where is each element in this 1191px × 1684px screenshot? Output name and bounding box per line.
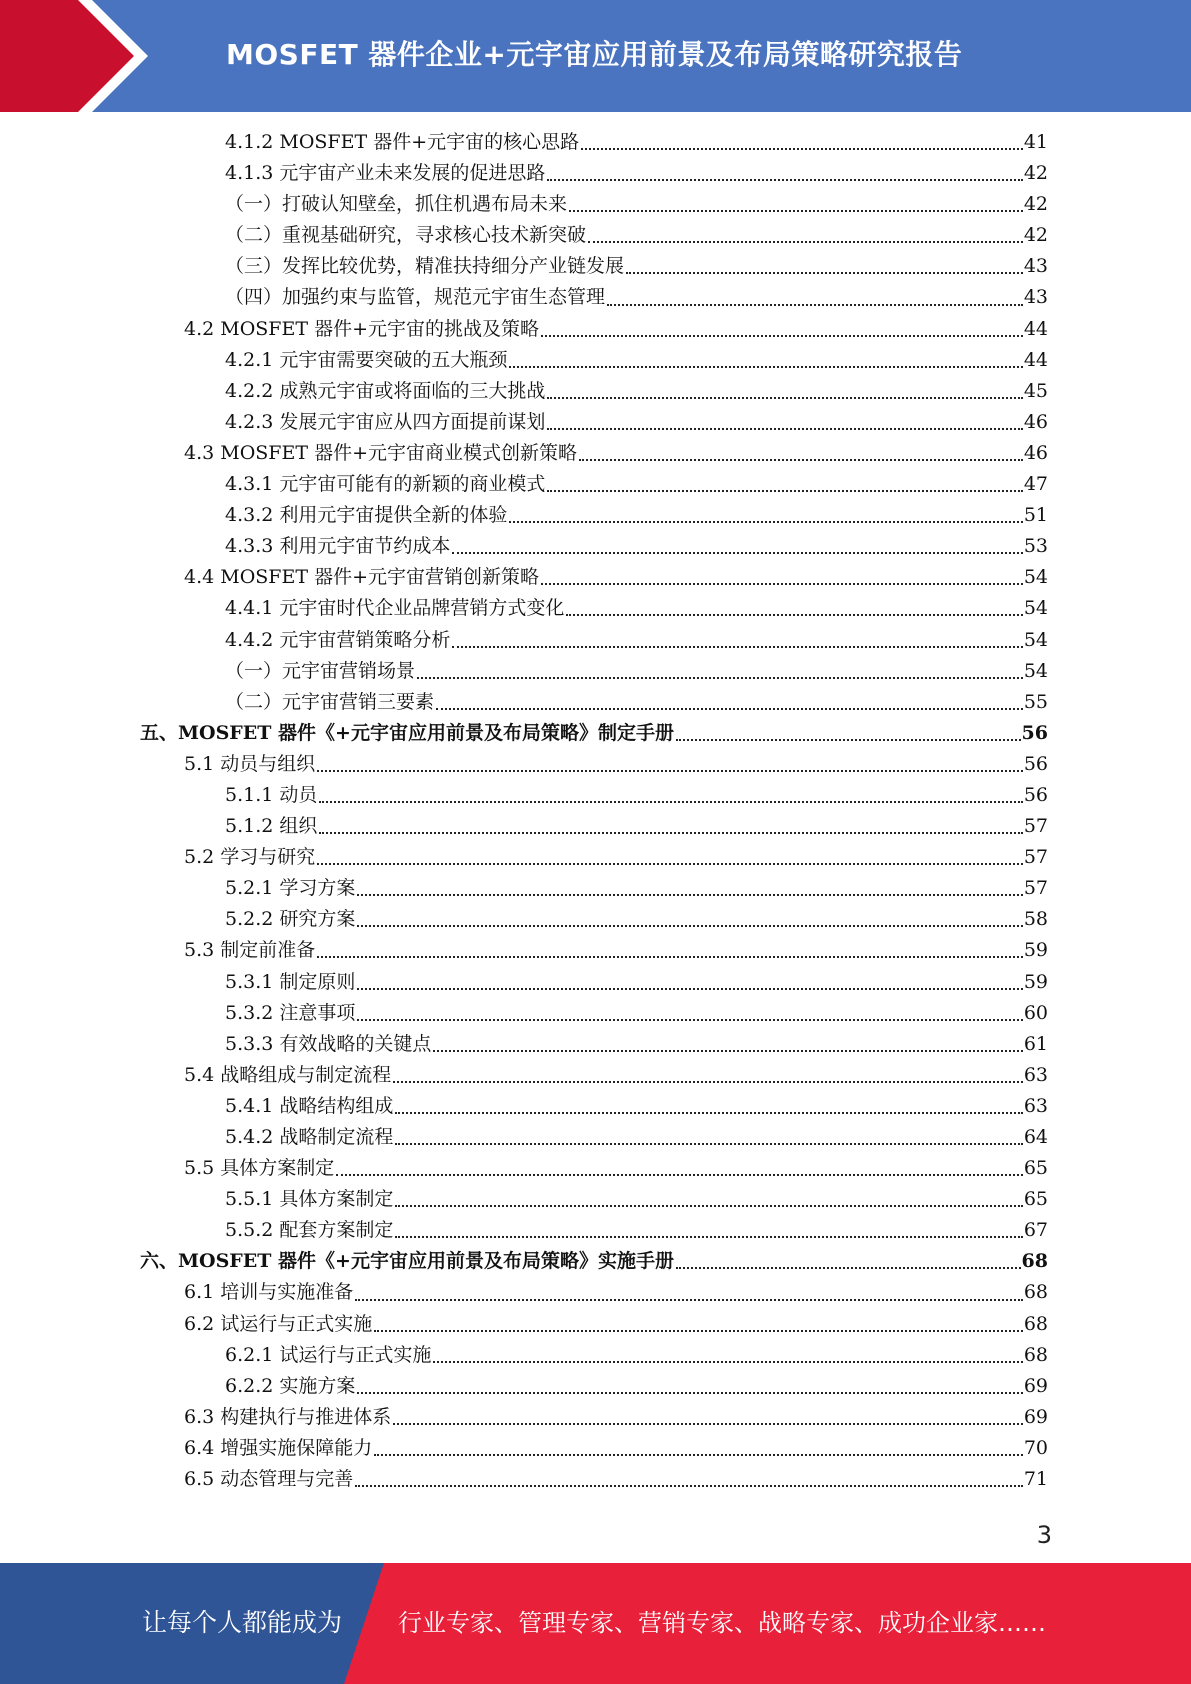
footer-slogan: 让每个人都能成为 [142,1608,343,1637]
toc-entry[interactable] [0,220,1048,251]
toc-entry-page: 64 [1023,1126,1048,1148]
toc-entry-page: 45 [1023,379,1048,402]
toc-dot-leader [581,147,1023,150]
toc-entry[interactable] [0,1153,1048,1184]
toc-entry-page: 58 [1023,908,1048,931]
toc-dot-leader [357,1018,1022,1021]
toc-entry-title: 6.2 试运行与正式实施 [184,1312,373,1335]
toc-entry[interactable] [0,376,1048,407]
toc-dot-leader [579,458,1023,461]
toc-entry-title: 4.1.2 MOSFET 器件+元宇宙的核心思路 [225,131,580,153]
toc-entry[interactable] [0,282,1048,313]
toc-entry-page: 54 [1023,597,1048,620]
toc-entry-title: 4.3 MOSFET 器件+元宇宙商业模式创新策略 [184,441,577,464]
toc-entry-page: 61 [1023,1032,1048,1055]
toc-dot-leader [417,676,1023,679]
toc-entry-page: 67 [1023,1219,1048,1242]
toc-entry-page: 54 [1023,566,1048,589]
toc-entry-page: 43 [1023,255,1048,278]
toc-entry-title: 4.3.3 利用元宇宙节约成本 [225,535,451,558]
toc-entry-title: 6.3 构建执行与推进体系 [184,1405,392,1428]
toc-entry-title: 5.2.2 研究方案 [225,908,356,931]
toc-dot-leader [509,365,1022,368]
toc-entry-title: （四）加强约束与监管，规范元宇宙生态管理 [225,286,606,309]
toc-entry[interactable] [0,469,1048,500]
toc-entry-page: 57 [1023,815,1048,838]
toc-dot-leader [374,1329,1023,1332]
toc-entry-page: 44 [1023,348,1048,371]
toc-entry[interactable] [0,625,1048,656]
toc-entry[interactable] [0,127,1048,158]
toc-entry-title: 六、MOSFET 器件《+元宇宙应用前景及布局策略》实施手册 [140,1250,674,1273]
toc-entry-title: 五、MOSFET 器件《+元宇宙应用前景及布局策略》制定手册 [140,721,674,744]
toc-entry-page: 42 [1023,224,1048,247]
page-number: 3 [1036,1521,1052,1549]
toc-dot-leader [541,334,1023,337]
header-banner [0,0,1191,112]
toc-entry-page: 70 [1023,1436,1048,1459]
toc-entry[interactable] [0,1277,1048,1308]
toc-entry-title: 4.3.1 元宇宙可能有的新颖的商业模式 [225,473,546,496]
toc-entry-page: 46 [1023,441,1048,464]
toc-dot-leader [336,1173,1023,1176]
toc-entry-title: 6.5 动态管理与完善 [184,1468,354,1491]
toc-dot-leader [547,489,1022,492]
toc-entry-page: 60 [1023,1001,1048,1024]
toc-entry[interactable] [0,593,1048,624]
toc-entry-title: 4.2.2 成熟元宇宙或将面临的三大挑战 [225,379,546,402]
toc-entry-page: 44 [1023,317,1048,340]
toc-dot-leader [452,551,1022,554]
toc-entry[interactable] [0,873,1048,904]
toc-entry[interactable] [0,500,1048,531]
toc-dot-leader [395,1235,1022,1238]
toc-entry[interactable] [0,189,1048,220]
toc-entry[interactable] [0,1091,1048,1122]
toc-entry-title: 5.4.2 战略制定流程 [225,1126,394,1148]
toc-entry[interactable] [0,531,1048,562]
header-arrow-decoration [0,0,160,112]
toc-entry[interactable] [0,1340,1048,1371]
toc-dot-leader [547,427,1022,430]
table-of-contents [0,127,1191,1495]
toc-dot-leader [395,1142,1022,1145]
toc-entry-page: 69 [1023,1405,1048,1428]
toc-entry-title: （一）元宇宙营销场景 [225,659,416,682]
toc-entry[interactable] [0,1060,1048,1091]
toc-entry[interactable] [0,438,1048,469]
toc-entry[interactable] [0,1371,1048,1402]
toc-entry-title: 5.2.1 学习方案 [225,877,356,900]
toc-dot-leader [374,1453,1023,1456]
toc-entry-page: 59 [1023,970,1048,993]
toc-dot-leader [395,1204,1022,1207]
toc-dot-leader [566,613,1022,616]
toc-entry-title: 4.4.1 元宇宙时代企业品牌营销方式变化 [225,597,565,620]
toc-entry-page: 43 [1023,286,1048,309]
toc-entry[interactable] [0,687,1048,718]
toc-entry-title: 5.2 学习与研究 [184,846,316,869]
toc-dot-leader [569,209,1023,212]
toc-entry[interactable] [0,407,1048,438]
toc-entry[interactable] [0,1215,1048,1246]
toc-entry-page: 41 [1023,131,1048,153]
toc-dot-leader [357,924,1022,927]
toc-entry-page: 55 [1023,690,1048,713]
toc-entry-title: 5.5.2 配套方案制定 [225,1219,394,1242]
toc-dot-leader [319,831,1022,834]
toc-dot-leader [357,987,1022,990]
toc-entry-page: 59 [1023,939,1048,962]
toc-entry-title: 5.1.1 动员 [225,783,318,806]
toc-entry-page: 57 [1023,877,1048,900]
toc-dot-leader [541,582,1023,585]
toc-entry-page: 68 [1023,1312,1048,1335]
toc-entry-page: 47 [1023,473,1048,496]
toc-entry[interactable] [0,1464,1048,1495]
toc-dot-leader [393,1080,1023,1083]
toc-entry-title: 6.4 增强实施保障能力 [184,1436,373,1459]
toc-entry-title: 5.1 动员与组织 [184,752,316,775]
toc-entry-page: 42 [1023,162,1048,185]
toc-entry-title: 6.1 培训与实施准备 [184,1281,354,1304]
toc-dot-leader [319,800,1022,803]
toc-dot-leader [452,645,1022,648]
toc-entry-title: 4.2.1 元宇宙需要突破的五大瓶颈 [225,348,508,371]
toc-entry-page: 56 [1021,721,1048,744]
toc-dot-leader [676,1266,1021,1269]
toc-entry-title: 5.3.3 有效战略的关键点 [225,1032,432,1055]
toc-entry-title: 5.5.1 具体方案制定 [225,1188,394,1211]
toc-entry-page: 57 [1023,846,1048,869]
toc-entry-title: 4.2.3 发展元宇宙应从四方面提前谋划 [225,410,546,433]
toc-entry-page: 46 [1023,410,1048,433]
toc-entry[interactable] [0,314,1048,345]
toc-entry[interactable] [0,251,1048,282]
toc-entry-title: （三）发挥比较优势，精准扶持细分产业链发展 [225,255,625,278]
toc-entry-title: 5.1.2 组织 [225,815,318,838]
toc-dot-leader [317,769,1023,772]
toc-entry[interactable] [0,656,1048,687]
toc-entry[interactable] [0,1402,1048,1433]
toc-entry-title: 5.4.1 战略结构组成 [225,1094,394,1117]
toc-entry-page: 63 [1023,1094,1048,1117]
toc-entry-page: 54 [1023,659,1048,682]
footer-banner [0,1563,1191,1684]
toc-dot-leader [393,1422,1023,1425]
toc-entry[interactable] [0,842,1048,873]
toc-dot-leader [607,303,1023,306]
toc-entry-page: 53 [1023,535,1048,558]
toc-entry-page: 56 [1023,783,1048,806]
toc-entry-title: 4.4 MOSFET 器件+元宇宙营销创新策略 [184,566,539,589]
toc-entry-page: 54 [1023,628,1048,651]
toc-entry[interactable] [0,749,1048,780]
toc-dot-leader [395,1111,1022,1114]
toc-dot-leader [433,1049,1022,1052]
toc-entry-title: 4.2 MOSFET 器件+元宇宙的挑战及策略 [184,317,539,340]
toc-entry-title: 6.2.1 试运行与正式实施 [225,1343,432,1366]
toc-dot-leader [357,1391,1022,1394]
toc-entry-page: 68 [1021,1250,1048,1273]
toc-entry[interactable] [0,1433,1048,1464]
document-title: MOSFET 器件企业+元宇宙应用前景及布局策略研究报告 [226,38,963,71]
toc-entry-page: 65 [1023,1188,1048,1211]
toc-entry-title: 5.4 战略组成与制定流程 [184,1063,392,1086]
toc-dot-leader [433,1360,1022,1363]
toc-entry[interactable] [0,1184,1048,1215]
toc-entry[interactable] [0,1122,1048,1153]
toc-entry-page: 42 [1023,193,1048,216]
toc-dot-leader [626,271,1023,274]
toc-entry-title: （二）元宇宙营销三要素 [225,690,435,713]
toc-entry[interactable] [0,998,1048,1029]
toc-entry-page: 68 [1023,1343,1048,1366]
toc-entry[interactable] [0,718,1048,749]
toc-dot-leader [355,1298,1023,1301]
toc-entry-page: 65 [1023,1157,1048,1180]
toc-dot-leader [355,1484,1023,1487]
toc-entry-page: 69 [1023,1374,1048,1397]
toc-entry[interactable] [0,158,1048,189]
toc-dot-leader [436,707,1023,710]
toc-entry-title: 6.2.2 实施方案 [225,1374,356,1397]
toc-entry-title: （一）打破认知壁垒，抓住机遇布局未来 [225,193,568,216]
toc-entry[interactable] [0,811,1048,842]
toc-dot-leader [588,240,1023,243]
toc-entry[interactable] [0,1309,1048,1340]
toc-entry[interactable] [0,1246,1048,1277]
footer-expert-list: 行业专家、管理专家、营销专家、战略专家、成功企业家…… [398,1609,1046,1637]
toc-dot-leader [317,862,1023,865]
toc-dot-leader [317,955,1023,958]
toc-entry[interactable] [0,345,1048,376]
toc-dot-leader [547,396,1022,399]
toc-entry-page: 51 [1023,504,1048,527]
toc-entry-page: 63 [1023,1063,1048,1086]
toc-entry[interactable] [0,780,1048,811]
toc-entry[interactable] [0,967,1048,998]
toc-entry[interactable] [0,1029,1048,1060]
toc-entry-title: 4.3.2 利用元宇宙提供全新的体验 [225,504,508,527]
toc-entry-title: 5.3.1 制定原则 [225,970,356,993]
toc-entry[interactable] [0,904,1048,935]
toc-entry-title: 4.4.2 元宇宙营销策略分析 [225,628,451,651]
toc-entry-title: 5.3.2 注意事项 [225,1001,356,1024]
toc-entry-page: 71 [1023,1468,1048,1491]
toc-entry-title: 4.1.3 元宇宙产业未来发展的促进思路 [225,162,546,185]
toc-entry-page: 68 [1023,1281,1048,1304]
toc-dot-leader [357,893,1022,896]
toc-entry-title: （二）重视基础研究，寻求核心技术新突破 [225,224,587,247]
toc-entry-title: 5.5 具体方案制定 [184,1157,335,1180]
toc-entry[interactable] [0,562,1048,593]
toc-dot-leader [547,178,1022,181]
toc-entry-page: 56 [1023,752,1048,775]
toc-dot-leader [676,738,1021,741]
toc-entry-title: 5.3 制定前准备 [184,939,316,962]
toc-dot-leader [509,520,1022,523]
toc-entry[interactable] [0,935,1048,966]
